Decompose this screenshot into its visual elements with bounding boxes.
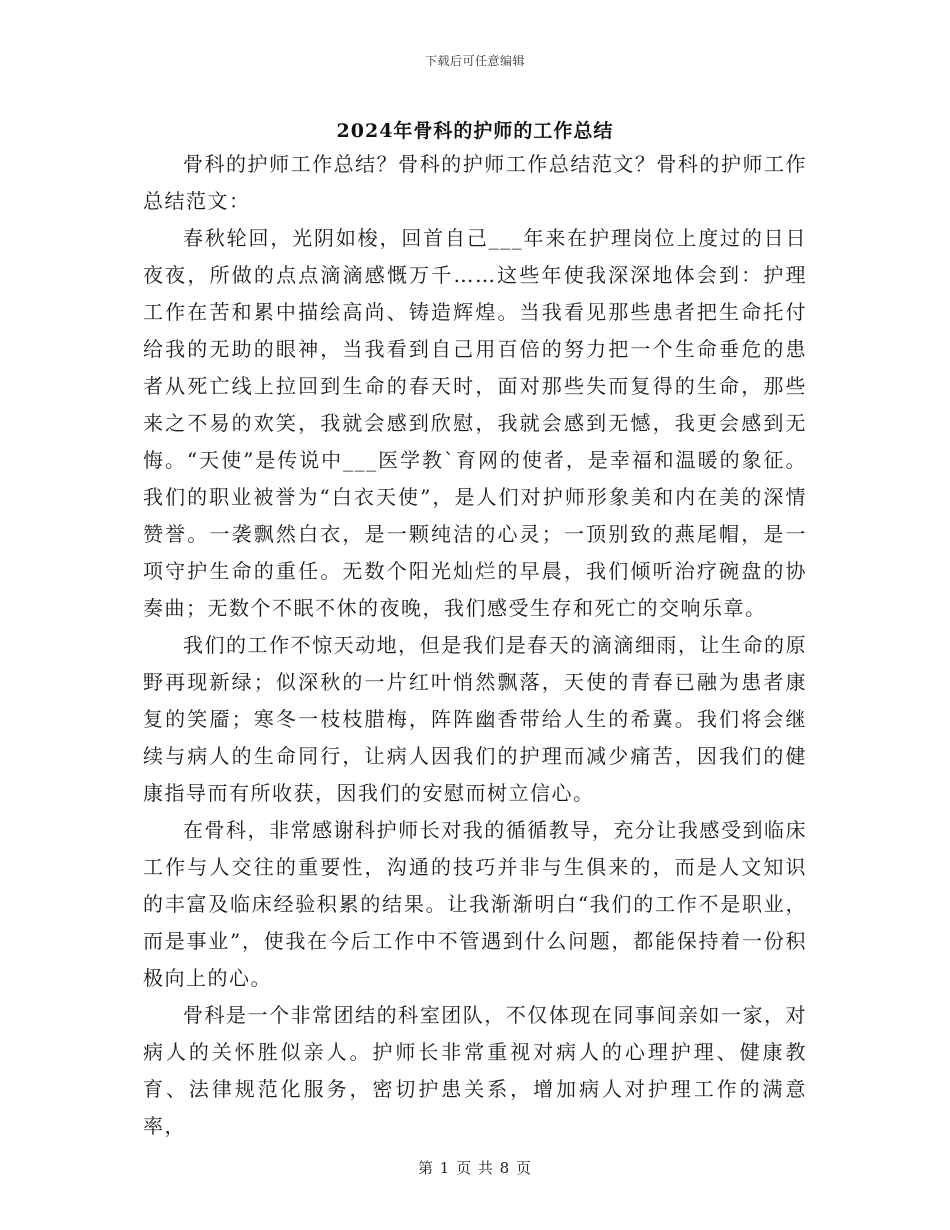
paragraph-thanks: 在骨科，非常感谢科护师长对我的循循教导，充分让我感受到临床工作与人交往的重要性，沟通的技巧并非与生俱来的，而是人文知识的丰富及临床经验积累的结果。让我渐渐明白“我们的工作不是职业，而是事业”，使我在今后工作中不管遇到什么问题，都能保持着一份积极向上的心。 [143,818,807,990]
document-body [143,146,807,1145]
paragraph-work: 我们的工作不惊天动地，但是我们是春天的滴滴细雨，让生命的原野再现新绿；似深秋的一片红叶悄然飘落，天使的青春已融为患者康复的笑靥；寒冬一枝枝腊梅，阵阵幽香带给人生的希冀。我们将会继续与病人的生命同行，让病人因我们的护理而减少痛苦，因我们的健康指导而有所收获，因我们的安慰而树立信心。 [143,633,807,805]
paragraph-team: 骨科是一个非常团结的科室团队，不仅体现在同事间亲如一家，对病人的关怀胜似亲人。护师长非常重视对病人的心理护理、健康教育、法律规范化服务，密切护患关系，增加病人对护理工作的满意率， [143,1003,807,1138]
page-number: 第 1 页 共 8 页 [418,1159,532,1177]
document-title: 2024年骨科的护师的工作总结 [336,120,614,142]
paragraph-review: 春秋轮回，光阴如梭，回首自己___年来在护理岗位上度过的日日夜夜，所做的点点滴滴感慨万千……这些年使我深深地体会到：护理工作在苦和累中描绘高尚、铸造辉煌。当我看见那些患者把生命托付给我的无助的眼神，当我看到自己用百倍的努力把一个生命垂危的患者从死亡线上拉回到生命的春天时，面对那些失而复得的生命，那些来之不易的欢笑，我就会感到欣慰，我就会感到无憾，我更会感到无悔。“天使”是传说中___医学教`育网的使者，是幸福和温暖的象征。我们的职业被誉为“白衣天使”，是人们对护师形象美和内在美的深情赞誉。一袭飘然白衣，是一颗纯洁的心灵；一顶别致的燕尾帽，是一项守护生命的重任。无数个阳光灿烂的早晨，我们倾听治疗碗盘的协奏曲；无数个不眠不休的夜晚，我们感受生存和死亡的交响乐章。 [143,226,807,620]
page-header: 下载后可任意编辑 [424,54,525,68]
paragraph-intro: 骨科的护师工作总结？骨科的护师工作总结范文？骨科的护师工作总结范文： [143,152,807,213]
